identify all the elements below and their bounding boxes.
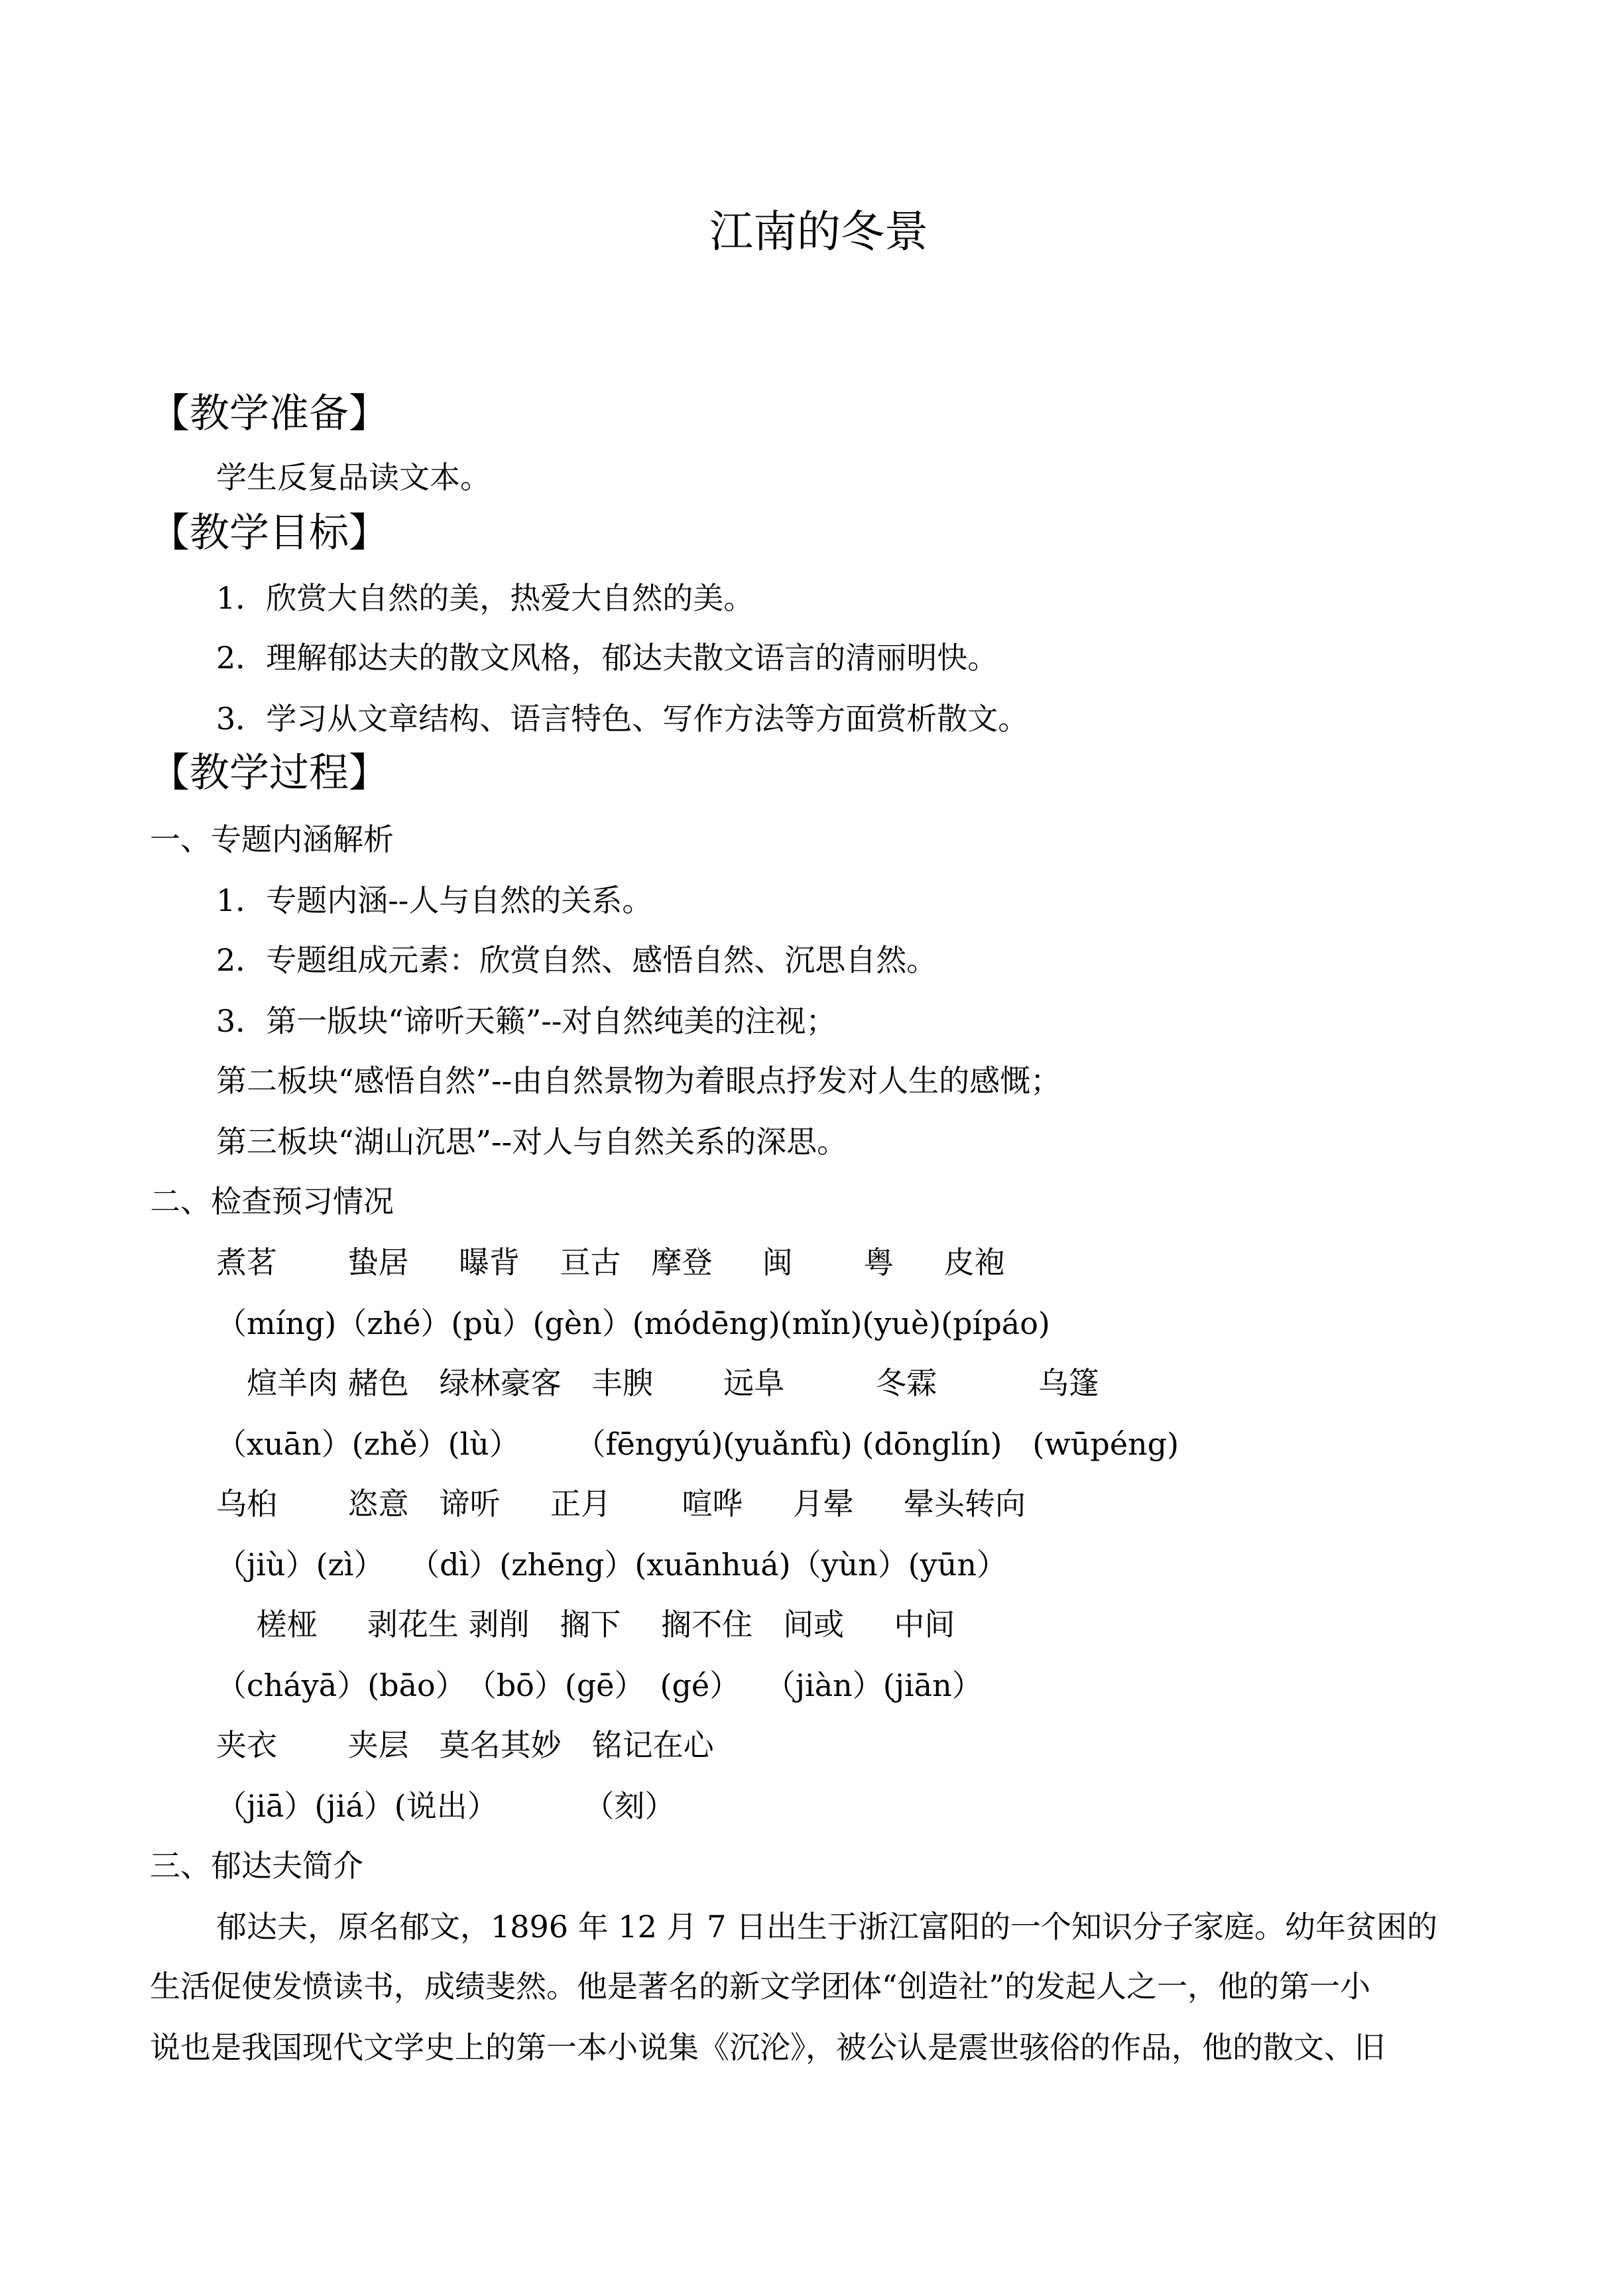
vocab-line: 煊羊肉 赭色 绿林豪客 丰腴 远阜 冬霖 乌篷 bbox=[216, 1365, 1099, 1401]
pinyin-line: （jiā）(jiá）(说出） （刻） bbox=[216, 1788, 676, 1824]
section-heading-goals: 【教学目标】 bbox=[150, 510, 389, 556]
section-heading-preparation: 【教学准备】 bbox=[150, 391, 389, 437]
goal-item: 3．学习从文章结构、语言特色、写作方法等方面赏析散文。 bbox=[216, 701, 1029, 737]
subheading-preview: 二、检查预习情况 bbox=[150, 1183, 394, 1219]
pinyin-line: （cháyā）(bāo） （bō）(gē） (gé） （jiàn）(jiān） bbox=[216, 1667, 983, 1703]
section-heading-process: 【教学过程】 bbox=[150, 750, 389, 796]
vocab-line: 槎桠 剥花生 剥削 搁下 搁不住 间或 中间 bbox=[216, 1606, 955, 1642]
theme-line: 第二板块“感悟自然”--由自然景物为着眼点抒发对人生的感慨； bbox=[216, 1063, 1061, 1099]
author-paragraph-line: 说也是我国现代文学史上的第一本小说集《沉沦》，被公认是震世骇俗的作品，他的散文、旧 bbox=[150, 2029, 1385, 2065]
goal-item: 2．理解郁达夫的散文风格，郁达夫散文语言的清丽明快。 bbox=[216, 640, 998, 676]
theme-line: 1．专题内涵--人与自然的关系。 bbox=[216, 882, 653, 918]
page-title: 江南的冬景 bbox=[709, 206, 928, 257]
subheading-author: 三、郁达夫简介 bbox=[150, 1848, 363, 1884]
vocab-line: 乌桕 恣意 谛听 正月 喧哗 月晕 晕头转向 bbox=[216, 1486, 1026, 1522]
vocab-line: 煮茗 蛰居 曝背 亘古 摩登 闽 粤 皮袍 bbox=[216, 1244, 1005, 1280]
vocab-line: 夹衣 夹层 莫名其妙 铭记在心 bbox=[216, 1727, 714, 1763]
pinyin-line: （jiù）(zì） （dì）(zhēng）(xuānhuá)（yùn）(yūn） bbox=[216, 1547, 1007, 1583]
pinyin-line: （xuān）(zhě）(lù） （fēngyú)(yuǎnfù) (dōnglín) (wūpéng) bbox=[216, 1426, 1179, 1462]
theme-line: 第三板块“湖山沉思”--对人与自然关系的深思。 bbox=[216, 1124, 848, 1160]
subheading-theme: 一、专题内涵解析 bbox=[150, 821, 394, 857]
theme-line: 2．专题组成元素：欣赏自然、感悟自然、沉思自然。 bbox=[216, 942, 937, 978]
author-paragraph-line: 郁达夫，原名郁文，1896 年 12 月 7 日出生于浙江富阳的一个知识分子家庭。幼年贫困的 bbox=[216, 1909, 1437, 1945]
theme-line: 3．第一版块“谛听天籁”--对自然纯美的注视； bbox=[216, 1003, 837, 1039]
preparation-text: 学生反复品读文本。 bbox=[216, 459, 491, 495]
pinyin-line: （míng)（zhé）(pù）(gèn）(módēng)(mǐn)(yuè)(pípáo) bbox=[216, 1305, 1050, 1341]
author-paragraph-line: 生活促使发愤读书，成绩斐然。他是著名的新文学团体“创造社”的发起人之一，他的第一小 bbox=[150, 1968, 1371, 2004]
goal-item: 1．欣赏大自然的美，热爱大自然的美。 bbox=[216, 580, 754, 616]
